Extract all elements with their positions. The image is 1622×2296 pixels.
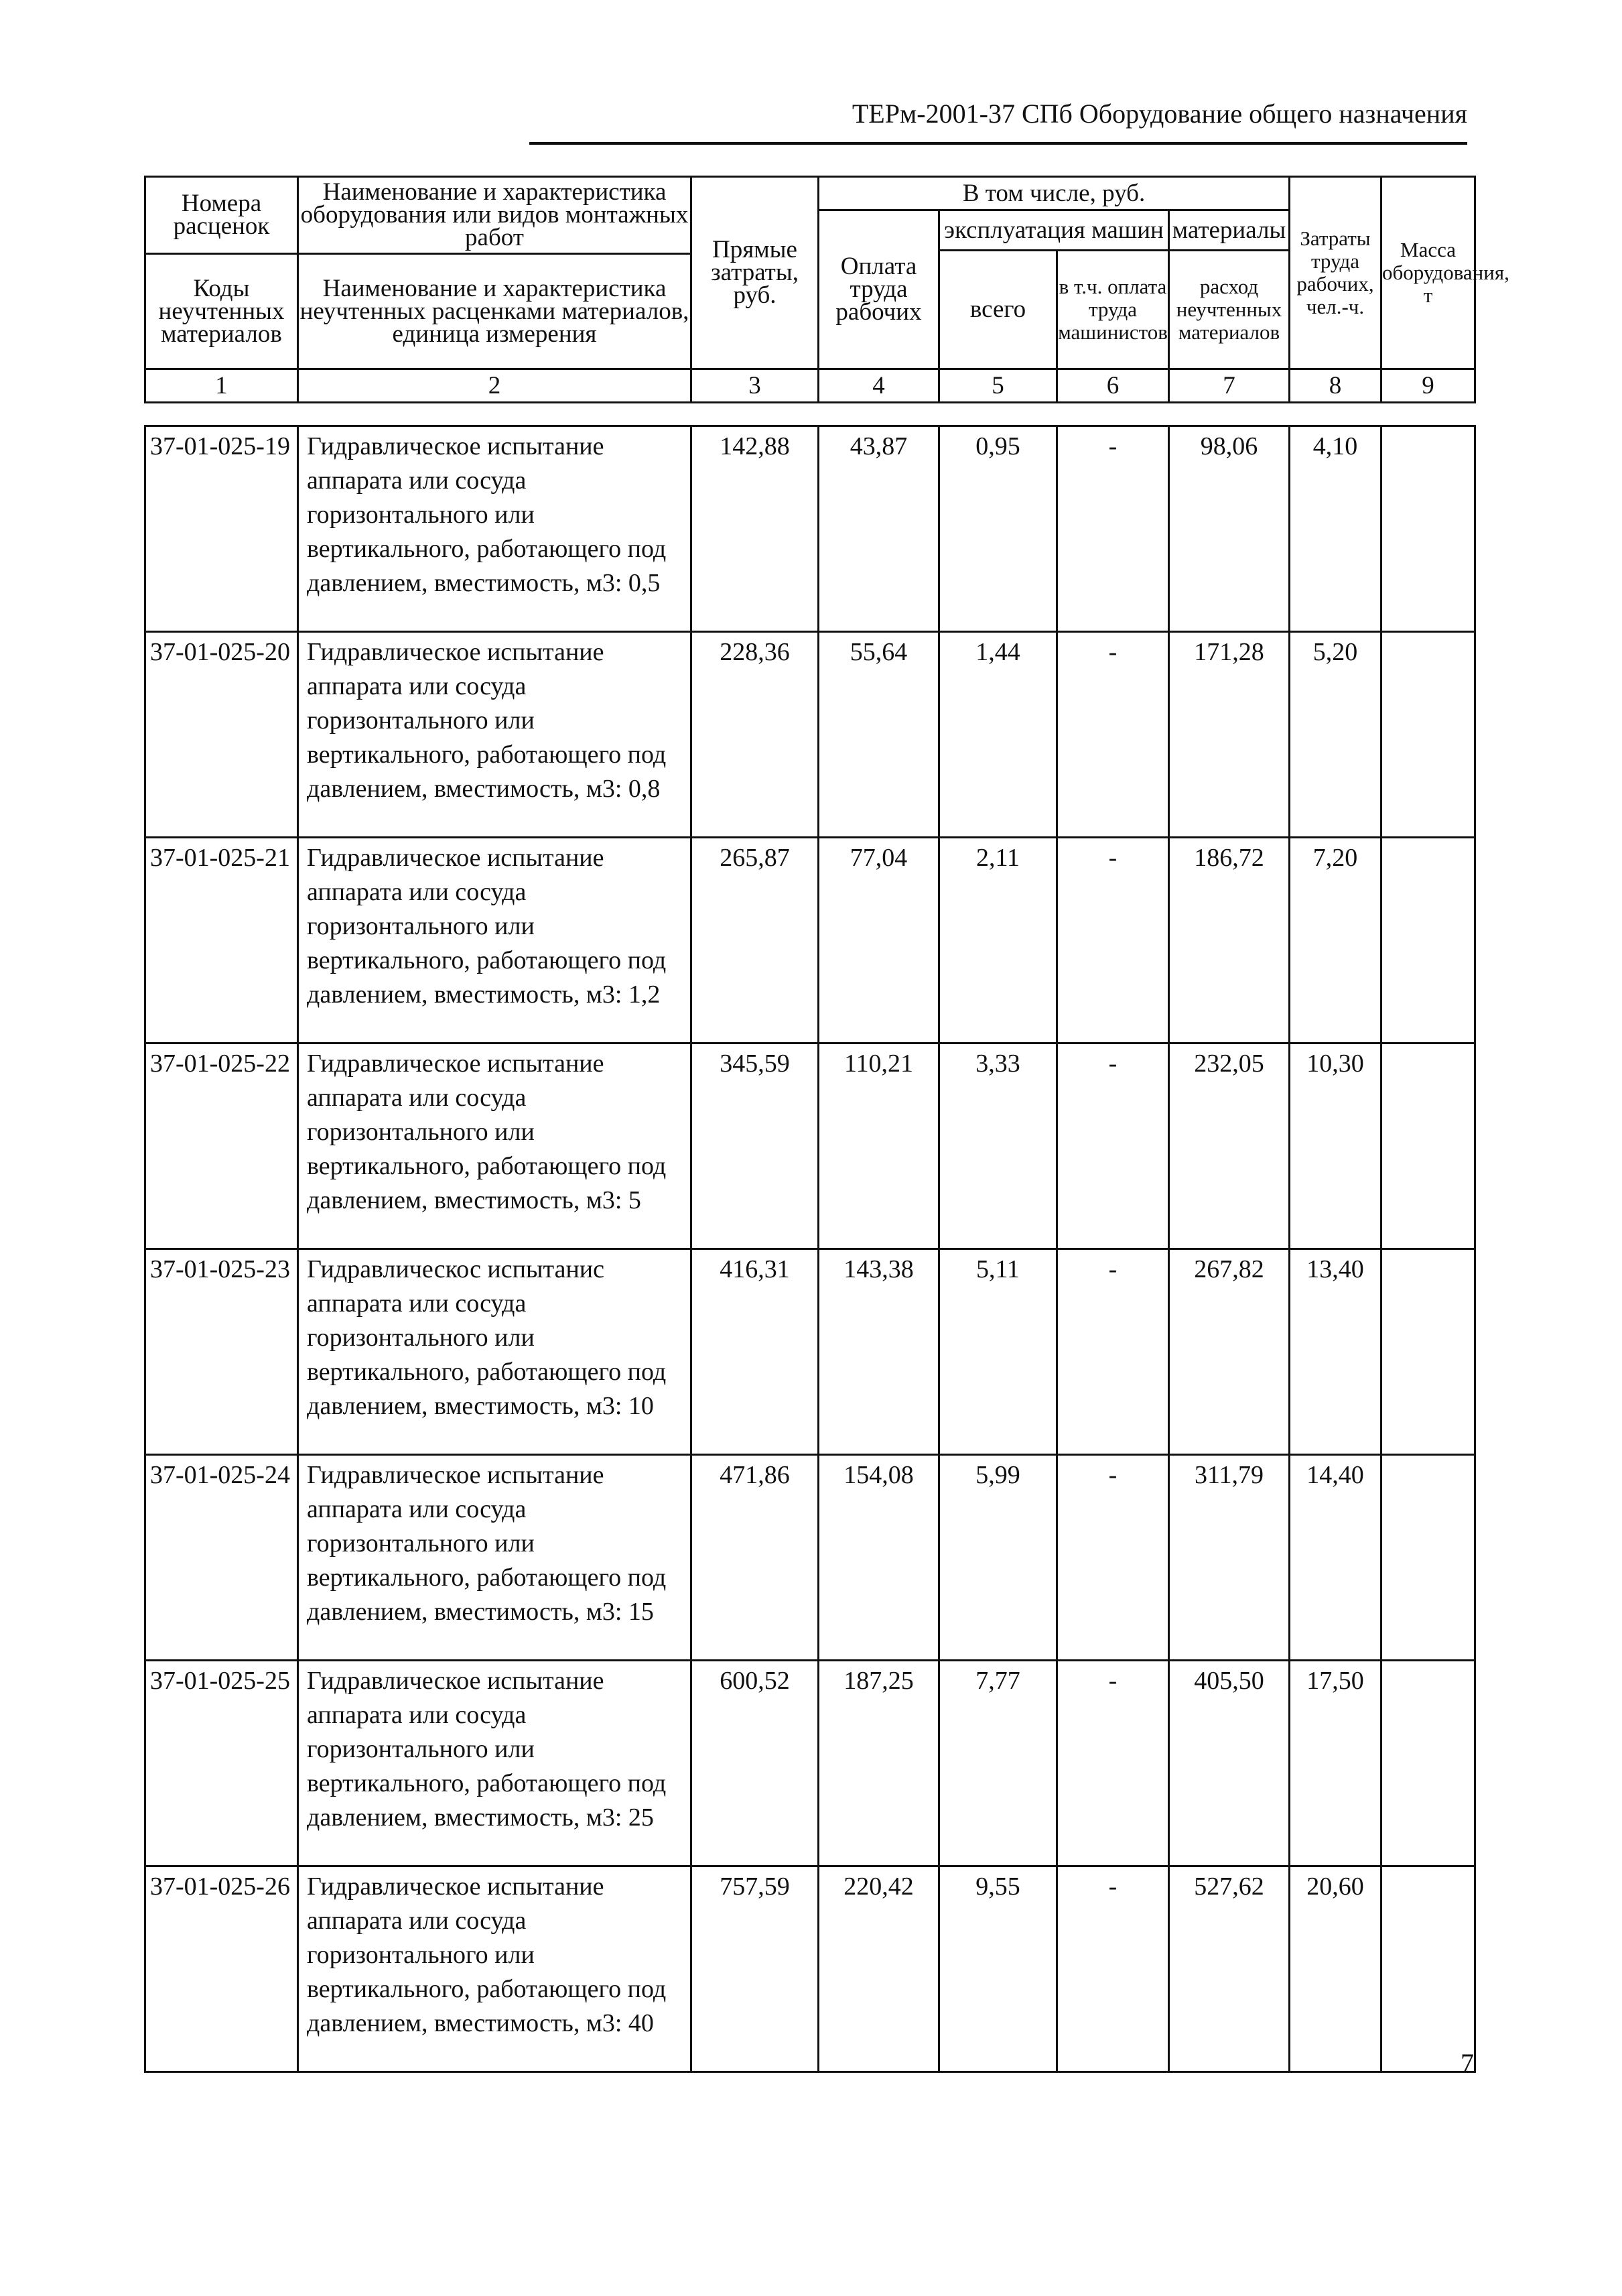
- machines-total: 1,44: [939, 632, 1057, 838]
- col-index: 1: [145, 369, 298, 403]
- machines-total: 2,11: [939, 838, 1057, 1043]
- labor-hours: 17,50: [1290, 1661, 1381, 1866]
- rate-name: Гидравлическое испытание аппарата или сосуда горизонтального или вертикального, работающего под давлением, вместимость, м3: 40: [298, 1866, 691, 2072]
- rate-name: Гидравлическое испытание аппарата или сосуда горизонтального или вертикального, работающего под давлением, вместимость, м3: 5: [298, 1043, 691, 1249]
- equipment-mass: [1381, 1455, 1475, 1661]
- rate-code: 37-01-025-20: [145, 632, 298, 838]
- direct-cost: 345,59: [691, 1043, 819, 1249]
- rate-name: Гидравлическос испытанис аппарата или сосуда горизонтального или вертикального, работающего под давлением, вместимость, м3: 10: [298, 1249, 691, 1455]
- col-name-works-header: Наименование и характеристика оборудования или видов монтажных работ: [298, 177, 691, 254]
- materials-cost: 267,82: [1169, 1249, 1290, 1455]
- materials-cost: 232,05: [1169, 1043, 1290, 1249]
- direct-cost: 265,87: [691, 838, 819, 1043]
- machines-total: 9,55: [939, 1866, 1057, 2072]
- direct-cost: 142,88: [691, 426, 819, 632]
- col-index: 2: [298, 369, 691, 403]
- machines-total: 0,95: [939, 426, 1057, 632]
- page-header: ТЕРм-2001-37 СПб Оборудование общего назначения: [529, 94, 1467, 145]
- machinist-pay: -: [1057, 1043, 1169, 1249]
- materials-cost: 171,28: [1169, 632, 1290, 838]
- rate-code: 37-01-025-26: [145, 1866, 298, 2072]
- rate-code: 37-01-025-21: [145, 838, 298, 1043]
- materials-cost: 405,50: [1169, 1661, 1290, 1866]
- table-row: [145, 1455, 1475, 1661]
- labor-hours: 10,30: [1290, 1043, 1381, 1249]
- labor-pay: 143,38: [819, 1249, 939, 1455]
- direct-cost: 757,59: [691, 1866, 819, 2072]
- labor-pay: 187,25: [819, 1661, 939, 1866]
- col-index: 6: [1057, 369, 1169, 403]
- col-number-header: Номера расценок: [145, 177, 298, 254]
- direct-cost: 228,36: [691, 632, 819, 838]
- machinist-pay: -: [1057, 632, 1169, 838]
- table-row: [145, 426, 1475, 632]
- labor-pay: 77,04: [819, 838, 939, 1043]
- equipment-mass: [1381, 1043, 1475, 1249]
- table-row: [145, 1661, 1475, 1866]
- col-labor-pay-header: Оплата труда рабочих: [819, 210, 939, 369]
- equipment-mass: [1381, 1661, 1475, 1866]
- materials-cost: 186,72: [1169, 838, 1290, 1043]
- rate-code: 37-01-025-22: [145, 1043, 298, 1249]
- table-row: [145, 1249, 1475, 1455]
- equipment-mass: [1381, 1866, 1475, 2072]
- labor-pay: 110,21: [819, 1043, 939, 1249]
- table-row: [145, 632, 1475, 838]
- col-index: 3: [691, 369, 819, 403]
- equipment-mass: [1381, 426, 1475, 632]
- col-index: 5: [939, 369, 1057, 403]
- rate-code: 37-01-025-23: [145, 1249, 298, 1455]
- table-header: [144, 176, 1509, 403]
- rate-name: Гидравлическое испытание аппарата или сосуда горизонтального или вертикального, работающего под давлением, вместимость, м3: 25: [298, 1661, 691, 1866]
- col-labor-header: Затраты труда рабочих, чел.-ч.: [1290, 177, 1381, 369]
- labor-hours: 13,40: [1290, 1249, 1381, 1455]
- machinist-pay: -: [1057, 1455, 1169, 1661]
- direct-cost: 600,52: [691, 1661, 819, 1866]
- rate-name: Гидравлическое испытание аппарата или сосуда горизонтального или вертикального, работающего под давлением, вместимость, м3: 0,8: [298, 632, 691, 838]
- col-name-materials-header: Наименование и характеристика неучтенных расценками материалов, единица измерения: [298, 254, 691, 369]
- labor-pay: 55,64: [819, 632, 939, 838]
- direct-cost: 416,31: [691, 1249, 819, 1455]
- rate-code: 37-01-025-24: [145, 1455, 298, 1661]
- col-mass-header: Масса оборудования, т: [1381, 177, 1475, 369]
- materials-cost: 311,79: [1169, 1455, 1290, 1661]
- labor-hours: 20,60: [1290, 1866, 1381, 2072]
- table-row: [145, 1866, 1475, 2072]
- machinist-pay: -: [1057, 1249, 1169, 1455]
- col-index: 4: [819, 369, 939, 403]
- col-index: 7: [1169, 369, 1290, 403]
- table-row: [145, 838, 1475, 1043]
- col-index: 8: [1290, 369, 1381, 403]
- labor-hours: 4,10: [1290, 426, 1381, 632]
- labor-pay: 154,08: [819, 1455, 939, 1661]
- rate-name: Гидравлическое испытание аппарата или сосуда горизонтального или вертикального, работающего под давлением, вместимость, м3: 1,2: [298, 838, 691, 1043]
- machinist-pay: -: [1057, 1661, 1169, 1866]
- col-materials-header: материалы: [1169, 210, 1290, 251]
- rates-table: [144, 425, 1476, 2073]
- rate-code: 37-01-025-19: [145, 426, 298, 632]
- labor-pay: 220,42: [819, 1866, 939, 2072]
- labor-pay: 43,87: [819, 426, 939, 632]
- direct-cost: 471,86: [691, 1455, 819, 1661]
- col-direct-header: Прямые затраты, руб.: [691, 177, 819, 369]
- col-codes-header: Коды неучтенных материалов: [145, 254, 298, 369]
- table-row: [145, 1043, 1475, 1249]
- machinist-pay: -: [1057, 426, 1169, 632]
- col-including-header: В том числе, руб.: [819, 177, 1290, 210]
- col-unaccounted-header: расход неучтенных материалов: [1169, 251, 1290, 369]
- col-index: 9: [1381, 369, 1475, 403]
- column-index-row: [145, 369, 1475, 403]
- rate-code: 37-01-025-25: [145, 1661, 298, 1866]
- machines-total: 5,99: [939, 1455, 1057, 1661]
- col-total-header: всего: [939, 251, 1057, 369]
- equipment-mass: [1381, 632, 1475, 838]
- materials-cost: 98,06: [1169, 426, 1290, 632]
- machines-total: 7,77: [939, 1661, 1057, 1866]
- machinist-pay: -: [1057, 1866, 1169, 2072]
- rate-name: Гидравлическое испытание аппарата или сосуда горизонтального или вертикального, работающего под давлением, вместимость, м3: 15: [298, 1455, 691, 1661]
- page-number: 7: [1461, 2048, 1474, 2078]
- machines-total: 5,11: [939, 1249, 1057, 1455]
- col-machinist-pay-header: в т.ч. оплата труда машинистов: [1057, 251, 1169, 369]
- labor-hours: 14,40: [1290, 1455, 1381, 1661]
- labor-hours: 7,20: [1290, 838, 1381, 1043]
- machines-total: 3,33: [939, 1043, 1057, 1249]
- materials-cost: 527,62: [1169, 1866, 1290, 2072]
- equipment-mass: [1381, 838, 1475, 1043]
- col-machines-header: эксплуатация машин: [939, 210, 1169, 251]
- equipment-mass: [1381, 1249, 1475, 1455]
- rate-name: Гидравлическое испытание аппарата или сосуда горизонтального или вертикального, работающего под давлением, вместимость, м3: 0,5: [298, 426, 691, 632]
- machinist-pay: -: [1057, 838, 1169, 1043]
- labor-hours: 5,20: [1290, 632, 1381, 838]
